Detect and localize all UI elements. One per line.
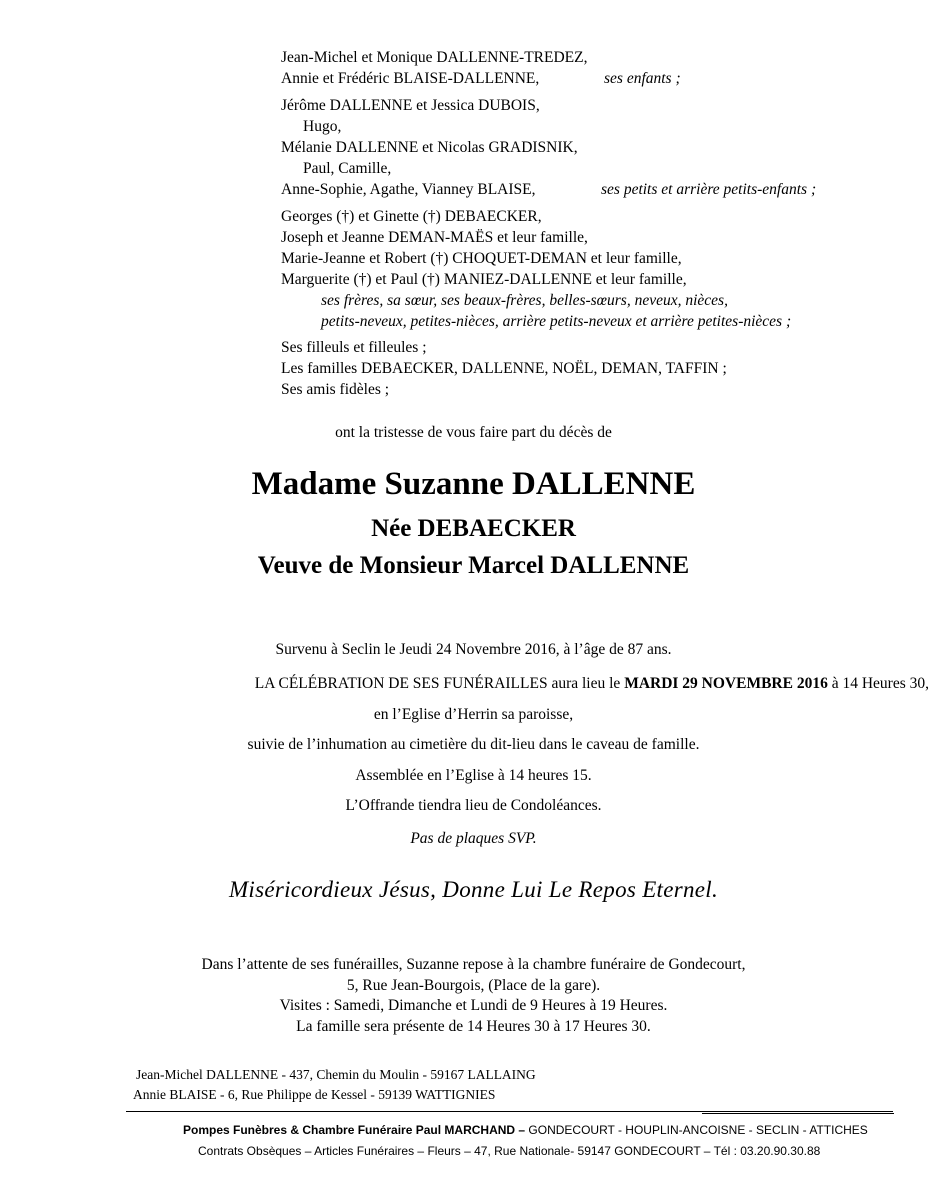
- footer-locations: GONDECOURT - HOUPLIN-ANCOISNE - SECLIN - ATTICHES: [525, 1123, 868, 1137]
- announcement: ont la tristesse de vous faire part du décès de: [335, 424, 612, 441]
- family-line: Mélanie DALLENNE et Nicolas GRADISNIK,: [281, 139, 578, 156]
- family-line: Annie et Frédéric BLAISE-DALLENNE,: [281, 70, 540, 87]
- family-line: Ses amis fidèles ;: [281, 381, 390, 398]
- family-line: Joseph et Jeanne DEMAN-MAËS et leur famille,: [281, 229, 588, 246]
- family-line: Marie-Jeanne et Robert (†) CHOQUET-DEMAN et leur famille,: [281, 250, 682, 267]
- address-line: Annie BLAISE - 6, Rue Philippe de Kessel - 59139 WATTIGNIES: [133, 1087, 496, 1102]
- visitation-line: Visites : Samedi, Dimanche et Lundi de 9 Heures à 19 Heures.: [279, 997, 668, 1014]
- visitation-line: La famille sera présente de 14 Heures 30 à 17 Heures 30.: [296, 1018, 651, 1035]
- no-plaques: Pas de plaques SVP.: [410, 830, 537, 847]
- family-line: Ses filleuls et filleules ;: [281, 339, 427, 356]
- family-line: Hugo,: [303, 118, 342, 135]
- family-line: Marguerite (†) et Paul (†) MANIEZ-DALLENNE et leur famille,: [281, 271, 687, 288]
- address-line: Jean-Michel DALLENNE - 437, Chemin du Moulin - 59167 LALLAING: [136, 1067, 536, 1082]
- ceremony-date: MARDI 29 NOVEMBRE 2016: [624, 675, 828, 692]
- deceased-name: Madame Suzanne DALLENNE: [251, 466, 696, 502]
- footer-divider-accent: [702, 1113, 894, 1114]
- ceremony-time: à 14 Heures 30,: [827, 675, 929, 692]
- church: en l’Eglise d’Herrin sa paroisse,: [373, 706, 574, 723]
- family-line: Anne-Sophie, Agathe, Vianney BLAISE,: [281, 181, 536, 198]
- death-details: Survenu à Seclin le Jeudi 24 Novembre 2016, à l’âge de 87 ans.: [275, 641, 672, 658]
- footer-divider: [126, 1111, 893, 1112]
- family-role: ses frères, sa sœur, ses beaux-frères, belles-sœurs, neveux, nièces,: [321, 292, 728, 309]
- assembly: Assemblée en l’Eglise à 14 heures 15.: [355, 767, 592, 784]
- deceased-widow: Veuve de Monsieur Marcel DALLENNE: [257, 552, 690, 579]
- footer-company: Pompes Funèbres & Chambre Funéraire Paul MARCHAND –: [183, 1123, 526, 1137]
- family-line: Les familles DEBAECKER, DALLENNE, NOËL, DEMAN, TAFFIN ;: [281, 360, 727, 377]
- ceremony-text: LA CÉLÉBRATION DE SES FUNÉRAILLES aura lieu le: [254, 675, 625, 692]
- footer-company-line: [183, 1122, 868, 1138]
- family-line: Georges (†) et Ginette (†) DEBAECKER,: [281, 208, 542, 225]
- deceased-birth-name: Née DEBAECKER: [371, 515, 576, 542]
- prayer: Miséricordieux Jésus, Donne Lui Le Repos Eternel.: [228, 877, 719, 902]
- visitation-line: 5, Rue Jean-Bourgois, (Place de la gare).: [346, 977, 601, 994]
- ceremony-line: [0, 674, 947, 693]
- family-line: Jérôme DALLENNE et Jessica DUBOIS,: [281, 97, 540, 114]
- family-role: ses enfants ;: [604, 70, 681, 87]
- offering: L’Offrande tiendra lieu de Condoléances.: [345, 797, 602, 814]
- family-role: ses petits et arrière petits-enfants ;: [601, 181, 817, 198]
- burial: suivie de l’inhumation au cimetière du dit-lieu dans le caveau de famille.: [247, 736, 700, 753]
- family-role: petits-neveux, petites-nièces, arrière petits-neveux et arrière petites-nièces ;: [321, 313, 792, 330]
- family-line: Paul, Camille,: [303, 160, 392, 177]
- visitation-line: Dans l’attente de ses funérailles, Suzanne repose à la chambre funéraire de Gondecourt,: [201, 956, 746, 973]
- footer-contact: Contrats Obsèques – Articles Funéraires – Fleurs – 47, Rue Nationale- 59147 GONDECOURT – Tél : 03.20.90.30.88: [198, 1144, 821, 1158]
- family-line: Jean-Michel et Monique DALLENNE-TREDEZ,: [281, 49, 588, 66]
